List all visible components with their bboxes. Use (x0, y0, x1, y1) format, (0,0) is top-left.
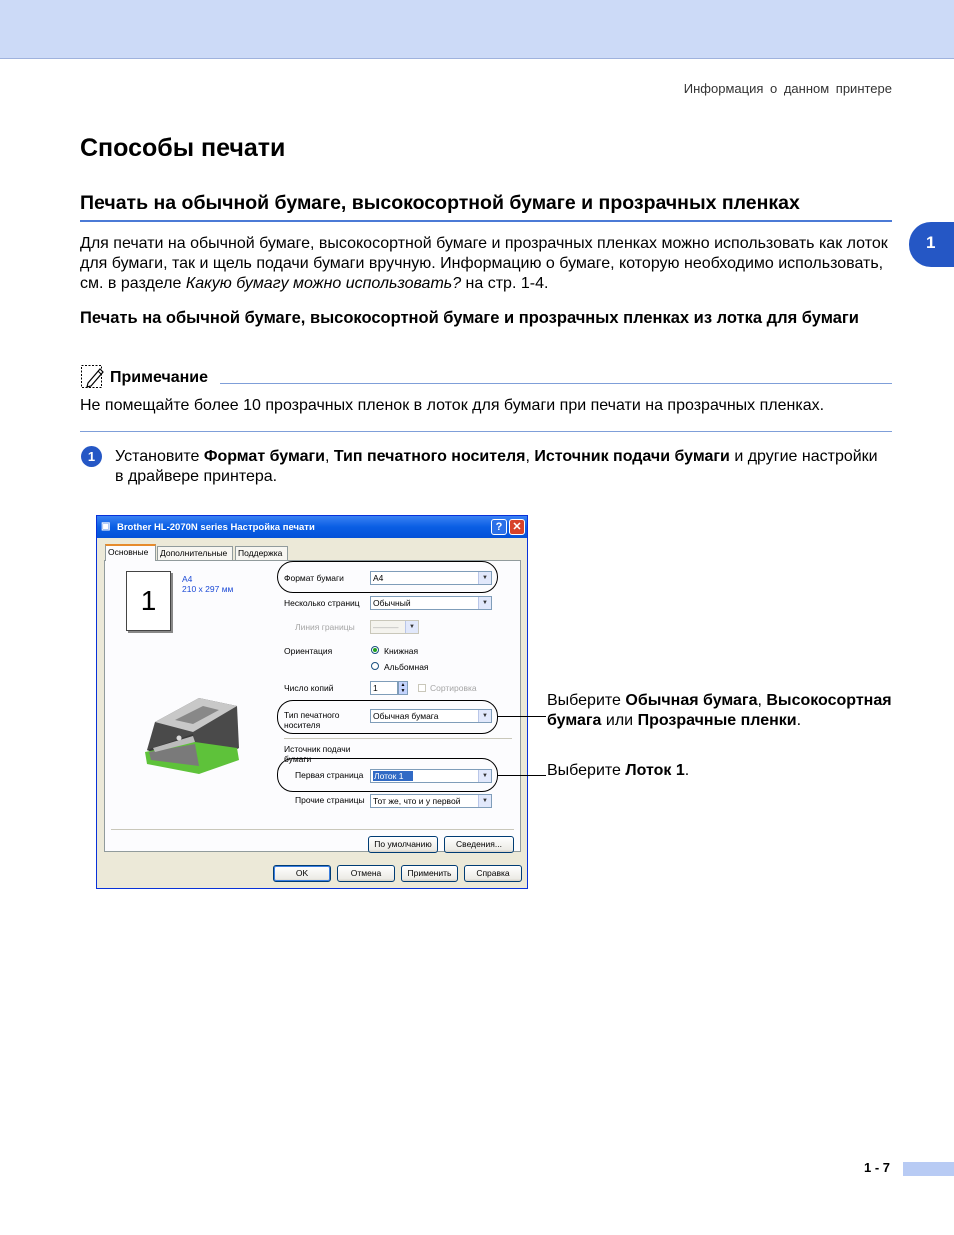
intro-paragraph (80, 234, 892, 294)
note-title: Примечание (110, 369, 209, 386)
cancel-button[interactable]: Отмена (337, 865, 395, 882)
callout-transparencies: Прозрачные пленки (637, 712, 797, 729)
tab-basic[interactable]: Основные (105, 544, 156, 561)
printer-illustration (141, 690, 241, 774)
dialog-titlebar (97, 516, 527, 538)
copies-label: Число копий (284, 683, 334, 693)
collate-label: Сортировка (430, 683, 477, 693)
callout-text: . (796, 712, 802, 729)
printer-icon: ▣ (101, 521, 111, 532)
copies-value[interactable]: 1 (370, 681, 398, 695)
callout-tray-1: Лоток 1 (625, 762, 685, 779)
copies-stepper[interactable] (370, 681, 408, 695)
border-line-label: Линия границы (295, 622, 355, 632)
header-band (0, 0, 954, 59)
page-title: Способы печати (80, 134, 286, 162)
chapter-number: 1 (926, 233, 936, 252)
spin-arrows-icon[interactable]: ▲ ▼ (398, 681, 408, 695)
media-type-callout (547, 691, 897, 731)
border-line-value: ——— (373, 622, 399, 632)
paper-source-label-line: Источник подачи (284, 744, 351, 754)
intro-page-ref: на стр. 1-4. (461, 275, 549, 292)
help-button[interactable]: Справка (464, 865, 522, 882)
dialog-title: Brother HL-2070N series Настройка печати (117, 522, 315, 533)
media-type-callout-oval (277, 700, 498, 734)
paper-source-callout-oval (277, 758, 498, 792)
step-media-type: Тип печатного носителя (333, 448, 526, 465)
step-text-part: Установите (115, 448, 204, 465)
portrait-radio[interactable] (371, 646, 379, 654)
portrait-label: Книжная (384, 646, 419, 656)
note-bottom-divider (80, 431, 892, 432)
paper-size-value: A4 (373, 573, 384, 583)
step-text-part: , (325, 448, 334, 465)
paper-name: A4 (182, 574, 193, 584)
callout-text: Выберите (547, 762, 626, 779)
multiple-pages-label: Несколько страниц (284, 598, 360, 608)
orientation-label: Ориентация (284, 646, 333, 656)
callout-bond-paper: Высокосортная бумага (547, 692, 892, 729)
callout-text: . (684, 762, 690, 779)
note-divider (220, 383, 892, 384)
chapter-tab (909, 222, 954, 267)
step-paper-source: Источник подачи бумаги (534, 448, 730, 465)
running-head: Информация о данном принтере (683, 81, 892, 96)
paper-source-leader-line (498, 775, 546, 776)
paper-source-label-line: бумаги (284, 754, 312, 764)
paper-size-callout-oval (277, 561, 498, 593)
collate-checkbox[interactable] (418, 684, 426, 692)
multiple-pages-value: Обычный (373, 598, 411, 608)
note-text: Не помещайте более 10 прозрачных пленок в лоток для бумаги при печати на прозрачных пленках. (80, 397, 825, 414)
section-heading: Печать на обычной бумаге, высокосортной бумаге и прозрачных пленках (80, 192, 892, 222)
paper-info (182, 574, 233, 594)
media-type-label-line: Тип печатного (284, 710, 340, 720)
apply-button[interactable]: Применить (401, 865, 458, 882)
first-page-label: Первая страница (295, 770, 364, 780)
note-pencil-icon (80, 364, 105, 389)
step-text (115, 447, 885, 487)
landscape-radio[interactable] (371, 662, 379, 670)
dropdown-arrow-icon: ▼ (405, 621, 418, 633)
other-pages-label: Прочие страницы (295, 795, 365, 805)
intro-text: Для печати на обычной бумаге, высокосортной бумаге и прозрачных пленках можно использовать как лоток для бумаги, так и щель подачи бумаги вручную. Информацию о бумаге, которую необходимо использовать, см. в разделе (80, 235, 888, 292)
dropdown-arrow-icon: ▼ (478, 597, 491, 609)
close-button[interactable]: ✕ (509, 519, 525, 535)
dropdown-arrow-icon: ▼ (478, 770, 491, 782)
tab-support[interactable]: Поддержка (235, 546, 288, 560)
footer-band (903, 1162, 954, 1176)
page-preview: 1 (126, 571, 171, 631)
media-type-leader-line (498, 716, 546, 717)
section-separator (284, 738, 512, 739)
step-text-part: и другие настройки в драйвере принтера. (115, 448, 878, 485)
border-line-select[interactable] (370, 620, 419, 634)
step-text-part: , (525, 448, 535, 465)
media-type-value: Обычная бумага (373, 711, 439, 721)
first-page-value: Лоток 1 (373, 771, 413, 781)
callout-text: или (601, 712, 638, 729)
paper-source-callout (547, 761, 897, 781)
tab-advanced[interactable]: Дополнительные (157, 546, 233, 560)
callout-plain-paper: Обычная бумага (625, 692, 758, 709)
paper-reference: Какую бумагу можно использовать? (185, 275, 462, 292)
defaults-button[interactable]: По умолчанию (368, 836, 438, 853)
step-number: 1 (81, 446, 102, 467)
other-pages-value: Тот же, что и у первой (373, 796, 461, 806)
multiple-pages-select[interactable] (370, 596, 492, 610)
ok-button[interactable]: OK (273, 865, 331, 882)
paper-size-label: Формат бумаги (284, 573, 344, 583)
landscape-label: Альбомная (384, 662, 429, 672)
note-header (80, 364, 892, 390)
callout-text: , (757, 692, 767, 709)
panel-separator (111, 829, 514, 830)
page-number: 1 - 7 (864, 1160, 891, 1175)
dropdown-arrow-icon: ▼ (478, 710, 491, 722)
media-type-label-line: носителя (284, 720, 321, 730)
other-pages-select[interactable] (370, 794, 492, 808)
dropdown-arrow-icon: ▼ (478, 795, 491, 807)
about-button[interactable]: Сведения... (444, 836, 514, 853)
callout-text: Выберите (547, 692, 626, 709)
help-title-button[interactable]: ? (491, 519, 507, 535)
subsection-heading: Печать на обычной бумаге, высокосортной бумаге и прозрачных пленках из лотка для бумаги (80, 309, 859, 327)
paper-dimensions: 210 x 297 мм (182, 584, 234, 594)
dropdown-arrow-icon: ▼ (478, 572, 491, 584)
step-paper-size: Формат бумаги (203, 448, 325, 465)
